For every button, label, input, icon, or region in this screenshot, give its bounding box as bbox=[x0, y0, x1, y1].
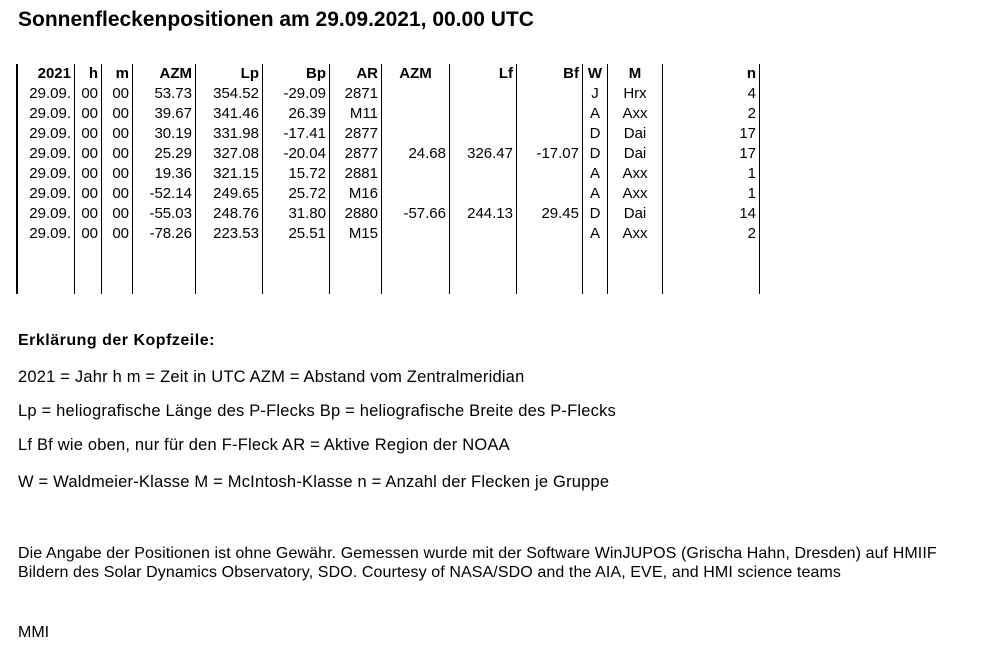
table-cell bbox=[382, 164, 450, 184]
table-cell: 25.51 bbox=[263, 224, 330, 244]
table-spacer-cell bbox=[102, 244, 133, 294]
table-spacer-cell bbox=[263, 244, 330, 294]
table-cell: 341.46 bbox=[196, 104, 263, 124]
explanation-line-2: Lp = heliografische Länge des P-Flecks Bp = heliografische Breite des P-Flecks bbox=[18, 402, 616, 420]
table-spacer-cell bbox=[663, 244, 760, 294]
table-spacer-cell bbox=[330, 244, 382, 294]
table-cell: 00 bbox=[102, 124, 133, 144]
table-cell: -55.03 bbox=[133, 204, 196, 224]
table-cell: 244.13 bbox=[450, 204, 517, 224]
table-cell: 19.36 bbox=[133, 164, 196, 184]
table-cell: Axx bbox=[608, 224, 663, 244]
table-cell: 29.09. bbox=[17, 164, 75, 184]
table-spacer-cell bbox=[583, 244, 608, 294]
table-row bbox=[17, 224, 760, 244]
table-cell: 354.52 bbox=[196, 84, 263, 104]
table-cell bbox=[382, 184, 450, 204]
table-row bbox=[17, 164, 760, 184]
col-header-bp: Bp bbox=[263, 64, 330, 84]
table-spacer-cell bbox=[196, 244, 263, 294]
table-cell: -52.14 bbox=[133, 184, 196, 204]
table-spacer-cell bbox=[17, 244, 75, 294]
col-header-minute: m bbox=[102, 64, 133, 84]
table-cell: 29.09. bbox=[17, 84, 75, 104]
table-cell: 00 bbox=[75, 224, 102, 244]
col-header-w: W bbox=[583, 64, 608, 84]
explanation-line-4: W = Waldmeier-Klasse M = McIntosh-Klasse n = Anzahl der Flecken je Gruppe bbox=[18, 473, 610, 491]
table-cell: Dai bbox=[608, 124, 663, 144]
table-cell: -29.09 bbox=[263, 84, 330, 104]
table-cell bbox=[382, 84, 450, 104]
col-header-hour: h bbox=[75, 64, 102, 84]
table-cell: 29.09. bbox=[17, 204, 75, 224]
table-cell: A bbox=[583, 224, 608, 244]
table-cell: D bbox=[583, 124, 608, 144]
col-header-lf: Lf bbox=[450, 64, 517, 84]
table-cell bbox=[517, 104, 583, 124]
table-cell: -20.04 bbox=[263, 144, 330, 164]
table-cell bbox=[450, 164, 517, 184]
table-cell bbox=[517, 164, 583, 184]
table-row bbox=[17, 184, 760, 204]
table-cell: Dai bbox=[608, 144, 663, 164]
table-spacer-cell bbox=[75, 244, 102, 294]
table-cell: 2881 bbox=[330, 164, 382, 184]
table-spacer-row bbox=[17, 244, 760, 294]
col-header-azm-f: AZM bbox=[382, 64, 450, 84]
table-row bbox=[17, 124, 760, 144]
table-cell: 29.09. bbox=[17, 184, 75, 204]
table-cell: 00 bbox=[75, 184, 102, 204]
table-cell bbox=[450, 224, 517, 244]
signature: MMI bbox=[18, 624, 50, 641]
table-cell: 29.09. bbox=[17, 144, 75, 164]
table-cell: 00 bbox=[102, 144, 133, 164]
table-cell: 2877 bbox=[330, 144, 382, 164]
table-cell: 4 bbox=[663, 84, 760, 104]
table-header-row bbox=[17, 64, 760, 84]
table-cell: 248.76 bbox=[196, 204, 263, 224]
table-cell bbox=[382, 124, 450, 144]
table-cell bbox=[517, 224, 583, 244]
table-cell: 2880 bbox=[330, 204, 382, 224]
table-row bbox=[17, 104, 760, 124]
sunspot-table bbox=[16, 64, 760, 294]
table-cell: 25.29 bbox=[133, 144, 196, 164]
table-cell: 2877 bbox=[330, 124, 382, 144]
explanation-heading: Erklärung der Kopfzeile: bbox=[18, 332, 215, 349]
table-cell: -17.07 bbox=[517, 144, 583, 164]
table-cell: Axx bbox=[608, 104, 663, 124]
table-cell: 00 bbox=[102, 224, 133, 244]
table-cell bbox=[450, 184, 517, 204]
table-cell bbox=[382, 104, 450, 124]
table-spacer-cell bbox=[517, 244, 583, 294]
table-cell: D bbox=[583, 144, 608, 164]
table-cell: 17 bbox=[663, 124, 760, 144]
table-row bbox=[17, 204, 760, 224]
table-cell bbox=[450, 84, 517, 104]
table-cell: 29.09. bbox=[17, 124, 75, 144]
table-cell: Axx bbox=[608, 164, 663, 184]
explanation-line-3: Lf Bf wie oben, nur für den F-Fleck AR = Aktive Region der NOAA bbox=[18, 436, 510, 454]
table-cell bbox=[450, 124, 517, 144]
table-cell: 24.68 bbox=[382, 144, 450, 164]
table-cell: -57.66 bbox=[382, 204, 450, 224]
disclaimer-text: Die Angabe der Positionen ist ohne Gewähr. Gemessen wurde mit der Software WinJUPOS (Grischa Hahn, Dresden) auf HMIIF Bildern des Solar Dynamics Observatory, SDO. Courtesy of NASA/SDO and the AIA, EVE, and HMI science teams bbox=[18, 545, 937, 581]
table-spacer-cell bbox=[133, 244, 196, 294]
table-cell: 00 bbox=[102, 164, 133, 184]
col-header-year: 2021 bbox=[17, 64, 75, 84]
table-cell: 00 bbox=[102, 204, 133, 224]
table-row bbox=[17, 84, 760, 104]
table-cell: 29.45 bbox=[517, 204, 583, 224]
table-cell bbox=[517, 184, 583, 204]
page-title: Sonnenfleckenpositionen am 29.09.2021, 00.00 UTC bbox=[18, 8, 534, 31]
table-cell: M16 bbox=[330, 184, 382, 204]
table-cell: 14 bbox=[663, 204, 760, 224]
table-cell: 17 bbox=[663, 144, 760, 164]
table-cell bbox=[382, 224, 450, 244]
table-cell: 2 bbox=[663, 224, 760, 244]
table-cell bbox=[450, 104, 517, 124]
table-cell: J bbox=[583, 84, 608, 104]
table-cell: D bbox=[583, 204, 608, 224]
col-header-azm-p: AZM bbox=[133, 64, 196, 84]
table-spacer-cell bbox=[382, 244, 450, 294]
table-cell: 00 bbox=[75, 144, 102, 164]
table-cell: 1 bbox=[663, 184, 760, 204]
table-spacer-cell bbox=[450, 244, 517, 294]
table-cell: 326.47 bbox=[450, 144, 517, 164]
table-cell: A bbox=[583, 184, 608, 204]
table-cell: -17.41 bbox=[263, 124, 330, 144]
table-cell: 00 bbox=[75, 204, 102, 224]
table-cell: Axx bbox=[608, 184, 663, 204]
table-cell: 30.19 bbox=[133, 124, 196, 144]
table-cell: 29.09. bbox=[17, 224, 75, 244]
table-cell: 31.80 bbox=[263, 204, 330, 224]
table-cell: 249.65 bbox=[196, 184, 263, 204]
table-cell: -78.26 bbox=[133, 224, 196, 244]
col-header-m: M bbox=[608, 64, 663, 84]
table-cell: 00 bbox=[75, 164, 102, 184]
table-cell: 00 bbox=[75, 124, 102, 144]
table-cell: 39.67 bbox=[133, 104, 196, 124]
table-cell: 53.73 bbox=[133, 84, 196, 104]
table-cell: 331.98 bbox=[196, 124, 263, 144]
table-cell: Dai bbox=[608, 204, 663, 224]
table-cell: 00 bbox=[75, 84, 102, 104]
table-cell: 1 bbox=[663, 164, 760, 184]
table-cell: 00 bbox=[102, 104, 133, 124]
table-spacer-cell bbox=[608, 244, 663, 294]
table-cell: 26.39 bbox=[263, 104, 330, 124]
table-cell bbox=[517, 84, 583, 104]
table-cell: A bbox=[583, 164, 608, 184]
table-cell: 223.53 bbox=[196, 224, 263, 244]
table-cell: 15.72 bbox=[263, 164, 330, 184]
table-cell: 327.08 bbox=[196, 144, 263, 164]
explanation-line-1: 2021 = Jahr h m = Zeit in UTC AZM = Abstand vom Zentralmeridian bbox=[18, 368, 525, 386]
table-cell: 00 bbox=[102, 84, 133, 104]
table-cell bbox=[517, 124, 583, 144]
col-header-n: n bbox=[663, 64, 760, 84]
table-cell: A bbox=[583, 104, 608, 124]
table-cell: M15 bbox=[330, 224, 382, 244]
col-header-ar: AR bbox=[330, 64, 382, 84]
table-cell: 2 bbox=[663, 104, 760, 124]
table-cell: 00 bbox=[102, 184, 133, 204]
col-header-bf: Bf bbox=[517, 64, 583, 84]
table-cell: 321.15 bbox=[196, 164, 263, 184]
table-cell: Hrx bbox=[608, 84, 663, 104]
table-cell: 25.72 bbox=[263, 184, 330, 204]
table-cell: 29.09. bbox=[17, 104, 75, 124]
table-cell: 00 bbox=[75, 104, 102, 124]
table-cell: M11 bbox=[330, 104, 382, 124]
table-row bbox=[17, 144, 760, 164]
col-header-lp: Lp bbox=[196, 64, 263, 84]
table-cell: 2871 bbox=[330, 84, 382, 104]
